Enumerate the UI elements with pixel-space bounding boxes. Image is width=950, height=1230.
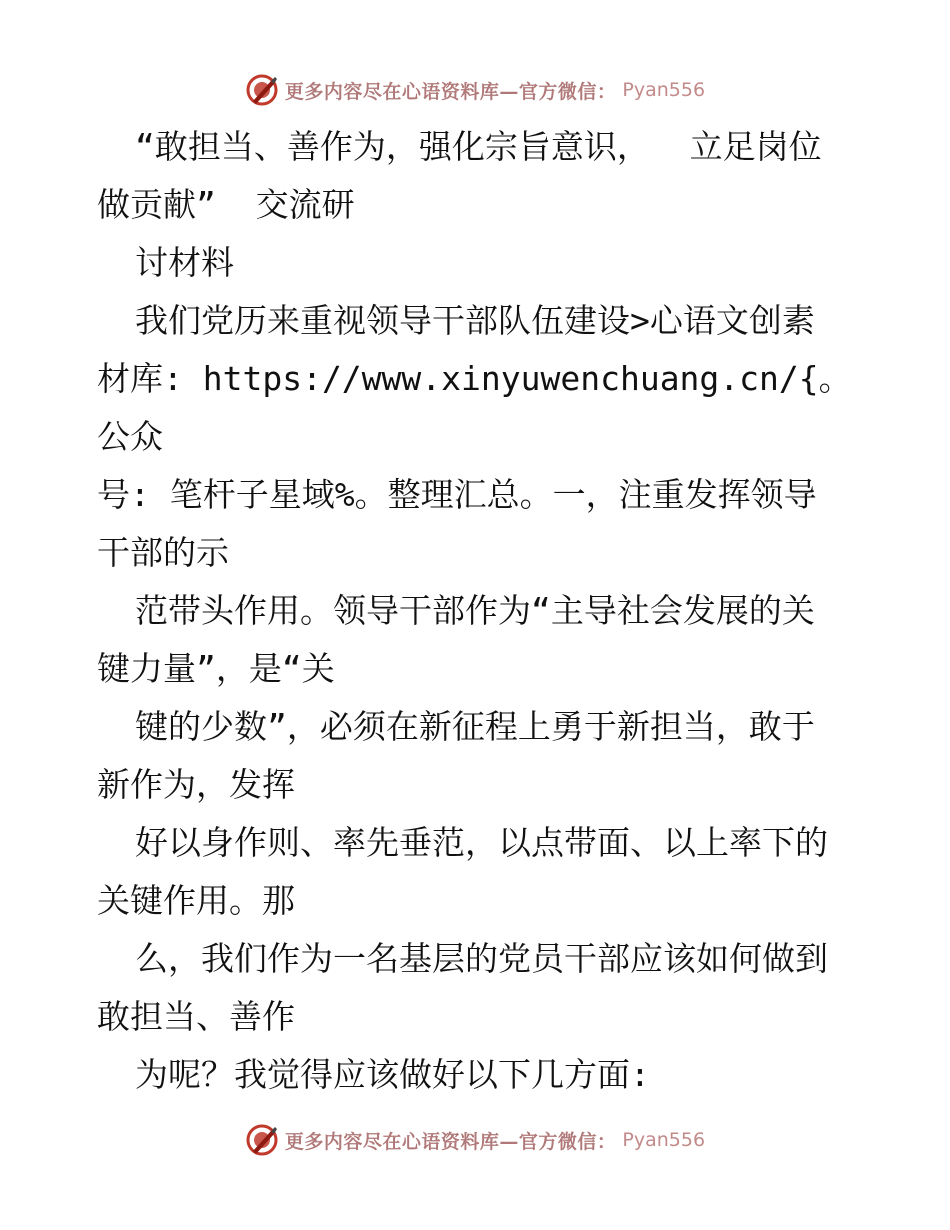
text-line: 材库: https://www.xinyuwenchuang.cn/{。公众 bbox=[97, 359, 852, 456]
text-line: 新作为，发挥 bbox=[97, 765, 295, 804]
footer-wechat-id: Pyan556 bbox=[622, 1129, 706, 1151]
text-line: 讨材料 bbox=[135, 243, 234, 282]
pen-logo-icon bbox=[245, 73, 279, 107]
header-banner-text: 更多内容尽在心语资料库—官方微信： bbox=[284, 80, 617, 103]
text-line: 号: 笔杆子星域%。整理汇总。一，注重发挥领导 bbox=[97, 475, 817, 514]
text-line: 键的少数”，必须在新征程上勇于新担当，敢于 bbox=[135, 707, 815, 746]
header-banner bbox=[0, 70, 950, 110]
text-line: 范带头作用。领导干部作为“主导社会发展的关 bbox=[135, 591, 815, 630]
text-line: “敢担当、善作为，强化宗旨意识， 立足岗位 bbox=[135, 127, 822, 166]
text-line: 我们党历来重视领导干部队伍建设>心语文创素 bbox=[135, 301, 815, 340]
text-line: 做贡献” 交流研 bbox=[97, 185, 355, 224]
text-line: 么，我们作为一名基层的党员干部应该如何做到 bbox=[135, 939, 828, 978]
text-line: 关键作用。那 bbox=[97, 881, 295, 920]
text-line: 键力量”，是“关 bbox=[97, 649, 335, 688]
footer-banner-text: 更多内容尽在心语资料库—官方微信： bbox=[284, 1130, 617, 1153]
document-body bbox=[97, 118, 857, 1104]
text-line: 好以身作则、率先垂范，以点带面、以上率下的 bbox=[135, 823, 828, 862]
footer-banner bbox=[0, 1120, 950, 1160]
text-line: 干部的示 bbox=[97, 533, 229, 572]
pen-logo-icon bbox=[245, 1123, 279, 1157]
text-line: 为呢？我觉得应该做好以下几方面: bbox=[135, 1055, 650, 1094]
text-line: 敢担当、善作 bbox=[97, 997, 295, 1036]
header-wechat-id: Pyan556 bbox=[622, 79, 706, 101]
